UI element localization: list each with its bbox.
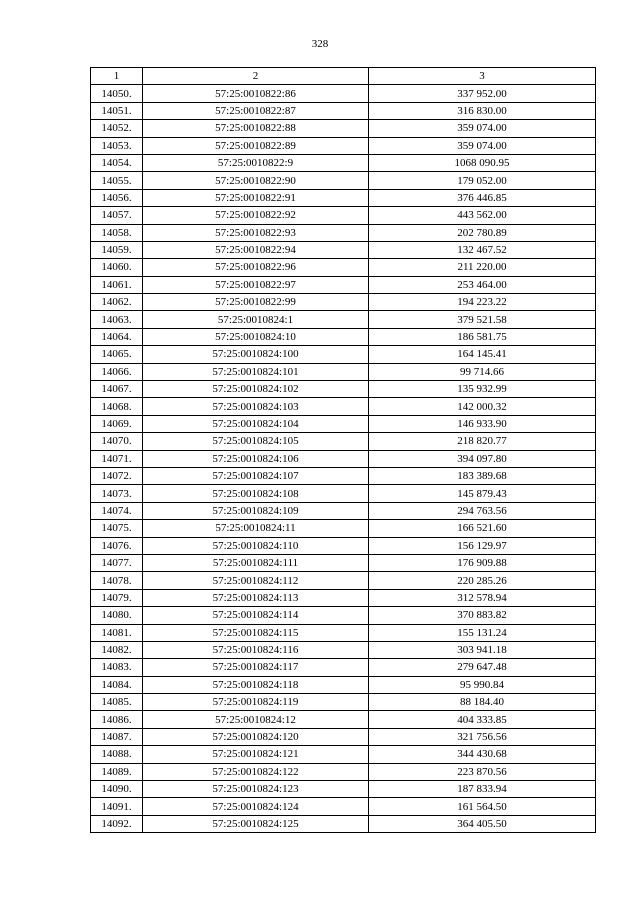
cadastral-number-cell: 57:25:0010824:103 [143,398,369,415]
value-cell: 176 909.88 [369,554,596,571]
row-number-cell: 14090. [91,781,143,798]
value-cell: 337 952.00 [369,85,596,102]
row-number-cell: 14066. [91,363,143,380]
value-cell: 312 578.94 [369,589,596,606]
table-row [91,450,596,467]
value-cell: 220 285.26 [369,572,596,589]
table-row [91,381,596,398]
table-row [91,207,596,224]
table-row [91,224,596,241]
value-cell: 88 184.40 [369,694,596,711]
cadastral-number-cell: 57:25:0010824:115 [143,624,369,641]
table-row [91,276,596,293]
row-number-cell: 14073. [91,485,143,502]
cadastral-number-cell: 57:25:0010822:92 [143,207,369,224]
table-row [91,711,596,728]
cadastral-number-cell: 57:25:0010824:122 [143,763,369,780]
value-cell: 294 763.56 [369,502,596,519]
row-number-cell: 14087. [91,728,143,745]
row-number-cell: 14065. [91,346,143,363]
table-row [91,520,596,537]
row-number-cell: 14083. [91,659,143,676]
cadastral-number-cell: 57:25:0010824:11 [143,520,369,537]
table-row [91,641,596,658]
cadastral-number-cell: 57:25:0010824:123 [143,781,369,798]
column-header-3: 3 [369,68,596,85]
table-row [91,815,596,832]
value-cell: 186 581.75 [369,328,596,345]
value-cell: 156 129.97 [369,537,596,554]
table-row [91,415,596,432]
row-number-cell: 14055. [91,172,143,189]
table-row [91,120,596,137]
table-row [91,728,596,745]
value-cell: 211 220.00 [369,259,596,276]
value-cell: 161 564.50 [369,798,596,815]
value-cell: 202 780.89 [369,224,596,241]
value-cell: 155 131.24 [369,624,596,641]
table-row [91,746,596,763]
cadastral-number-cell: 57:25:0010824:102 [143,381,369,398]
row-number-cell: 14058. [91,224,143,241]
registry-table [90,67,596,833]
row-number-cell: 14071. [91,450,143,467]
value-cell: 218 820.77 [369,433,596,450]
cadastral-number-cell: 57:25:0010824:124 [143,798,369,815]
row-number-cell: 14068. [91,398,143,415]
row-number-cell: 14084. [91,676,143,693]
table-row [91,294,596,311]
table-row [91,554,596,571]
cadastral-number-cell: 57:25:0010824:117 [143,659,369,676]
table-body [91,85,596,833]
value-cell: 253 464.00 [369,276,596,293]
row-number-cell: 14053. [91,137,143,154]
column-header-1: 1 [91,68,143,85]
cadastral-number-cell: 57:25:0010824:112 [143,572,369,589]
cadastral-number-cell: 57:25:0010822:90 [143,172,369,189]
value-cell: 179 052.00 [369,172,596,189]
row-number-cell: 14064. [91,328,143,345]
value-cell: 364 405.50 [369,815,596,832]
table-row [91,694,596,711]
value-cell: 142 000.32 [369,398,596,415]
table-row [91,102,596,119]
table-row [91,363,596,380]
cadastral-number-cell: 57:25:0010822:91 [143,189,369,206]
value-cell: 379 521.58 [369,311,596,328]
row-number-cell: 14080. [91,607,143,624]
table-row [91,589,596,606]
value-cell: 99 714.66 [369,363,596,380]
cadastral-number-cell: 57:25:0010824:101 [143,363,369,380]
value-cell: 359 074.00 [369,120,596,137]
row-number-cell: 14088. [91,746,143,763]
cadastral-number-cell: 57:25:0010822:97 [143,276,369,293]
table-row [91,607,596,624]
cadastral-number-cell: 57:25:0010824:105 [143,433,369,450]
cadastral-number-cell: 57:25:0010824:121 [143,746,369,763]
value-cell: 316 830.00 [369,102,596,119]
column-header-2: 2 [143,68,369,85]
row-number-cell: 14070. [91,433,143,450]
row-number-cell: 14063. [91,311,143,328]
value-cell: 443 562.00 [369,207,596,224]
table-row [91,241,596,258]
cadastral-number-cell: 57:25:0010822:86 [143,85,369,102]
row-number-cell: 14091. [91,798,143,815]
value-cell: 95 990.84 [369,676,596,693]
table-row [91,781,596,798]
row-number-cell: 14078. [91,572,143,589]
value-cell: 344 430.68 [369,746,596,763]
cadastral-number-cell: 57:25:0010824:120 [143,728,369,745]
row-number-cell: 14067. [91,381,143,398]
cadastral-number-cell: 57:25:0010822:94 [143,241,369,258]
row-number-cell: 14081. [91,624,143,641]
row-number-cell: 14054. [91,154,143,171]
row-number-cell: 14089. [91,763,143,780]
table-header-row [91,68,596,85]
table-row [91,259,596,276]
row-number-cell: 14060. [91,259,143,276]
table-row [91,467,596,484]
value-cell: 404 333.85 [369,711,596,728]
value-cell: 132 467.52 [369,241,596,258]
table-row [91,485,596,502]
value-cell: 394 097.80 [369,450,596,467]
row-number-cell: 14062. [91,294,143,311]
table-row [91,676,596,693]
cadastral-number-cell: 57:25:0010822:87 [143,102,369,119]
table-row [91,537,596,554]
cadastral-number-cell: 57:25:0010824:114 [143,607,369,624]
value-cell: 223 870.56 [369,763,596,780]
row-number-cell: 14086. [91,711,143,728]
cadastral-number-cell: 57:25:0010822:99 [143,294,369,311]
row-number-cell: 14056. [91,189,143,206]
table-row [91,798,596,815]
table-row [91,311,596,328]
row-number-cell: 14082. [91,641,143,658]
cadastral-number-cell: 57:25:0010824:107 [143,467,369,484]
row-number-cell: 14085. [91,694,143,711]
cadastral-number-cell: 57:25:0010824:118 [143,676,369,693]
table-row [91,433,596,450]
cadastral-number-cell: 57:25:0010824:119 [143,694,369,711]
table-row [91,137,596,154]
cadastral-number-cell: 57:25:0010824:1 [143,311,369,328]
row-number-cell: 14076. [91,537,143,554]
value-cell: 279 647.48 [369,659,596,676]
value-cell: 359 074.00 [369,137,596,154]
table-row [91,154,596,171]
cadastral-number-cell: 57:25:0010824:116 [143,641,369,658]
cadastral-number-cell: 57:25:0010824:113 [143,589,369,606]
value-cell: 166 521.60 [369,520,596,537]
table-row [91,624,596,641]
row-number-cell: 14057. [91,207,143,224]
value-cell: 194 223.22 [369,294,596,311]
cadastral-number-cell: 57:25:0010822:96 [143,259,369,276]
cadastral-number-cell: 57:25:0010824:12 [143,711,369,728]
cadastral-number-cell: 57:25:0010822:88 [143,120,369,137]
row-number-cell: 14051. [91,102,143,119]
row-number-cell: 14074. [91,502,143,519]
table-row [91,502,596,519]
cadastral-number-cell: 57:25:0010824:109 [143,502,369,519]
table-row [91,85,596,102]
table-row [91,763,596,780]
cadastral-number-cell: 57:25:0010824:110 [143,537,369,554]
cadastral-number-cell: 57:25:0010824:100 [143,346,369,363]
row-number-cell: 14072. [91,467,143,484]
cadastral-number-cell: 57:25:0010824:10 [143,328,369,345]
cadastral-number-cell: 57:25:0010824:104 [143,415,369,432]
table-row [91,172,596,189]
row-number-cell: 14069. [91,415,143,432]
row-number-cell: 14059. [91,241,143,258]
row-number-cell: 14052. [91,120,143,137]
value-cell: 145 879.43 [369,485,596,502]
row-number-cell: 14092. [91,815,143,832]
value-cell: 183 389.68 [369,467,596,484]
row-number-cell: 14075. [91,520,143,537]
row-number-cell: 14077. [91,554,143,571]
value-cell: 1068 090.95 [369,154,596,171]
table-row [91,398,596,415]
page-number: 328 [311,38,329,50]
cadastral-number-cell: 57:25:0010822:9 [143,154,369,171]
value-cell: 187 833.94 [369,781,596,798]
cadastral-number-cell: 57:25:0010824:108 [143,485,369,502]
table-row [91,328,596,345]
table-row [91,659,596,676]
value-cell: 135 932.99 [369,381,596,398]
table-row [91,572,596,589]
value-cell: 370 883.82 [369,607,596,624]
row-number-cell: 14050. [91,85,143,102]
value-cell: 321 756.56 [369,728,596,745]
cadastral-number-cell: 57:25:0010822:93 [143,224,369,241]
table-row [91,189,596,206]
cadastral-number-cell: 57:25:0010822:89 [143,137,369,154]
cadastral-number-cell: 57:25:0010824:111 [143,554,369,571]
value-cell: 146 933.90 [369,415,596,432]
table-row [91,346,596,363]
row-number-cell: 14079. [91,589,143,606]
cadastral-number-cell: 57:25:0010824:125 [143,815,369,832]
value-cell: 164 145.41 [369,346,596,363]
row-number-cell: 14061. [91,276,143,293]
cadastral-number-cell: 57:25:0010824:106 [143,450,369,467]
value-cell: 303 941.18 [369,641,596,658]
value-cell: 376 446.85 [369,189,596,206]
